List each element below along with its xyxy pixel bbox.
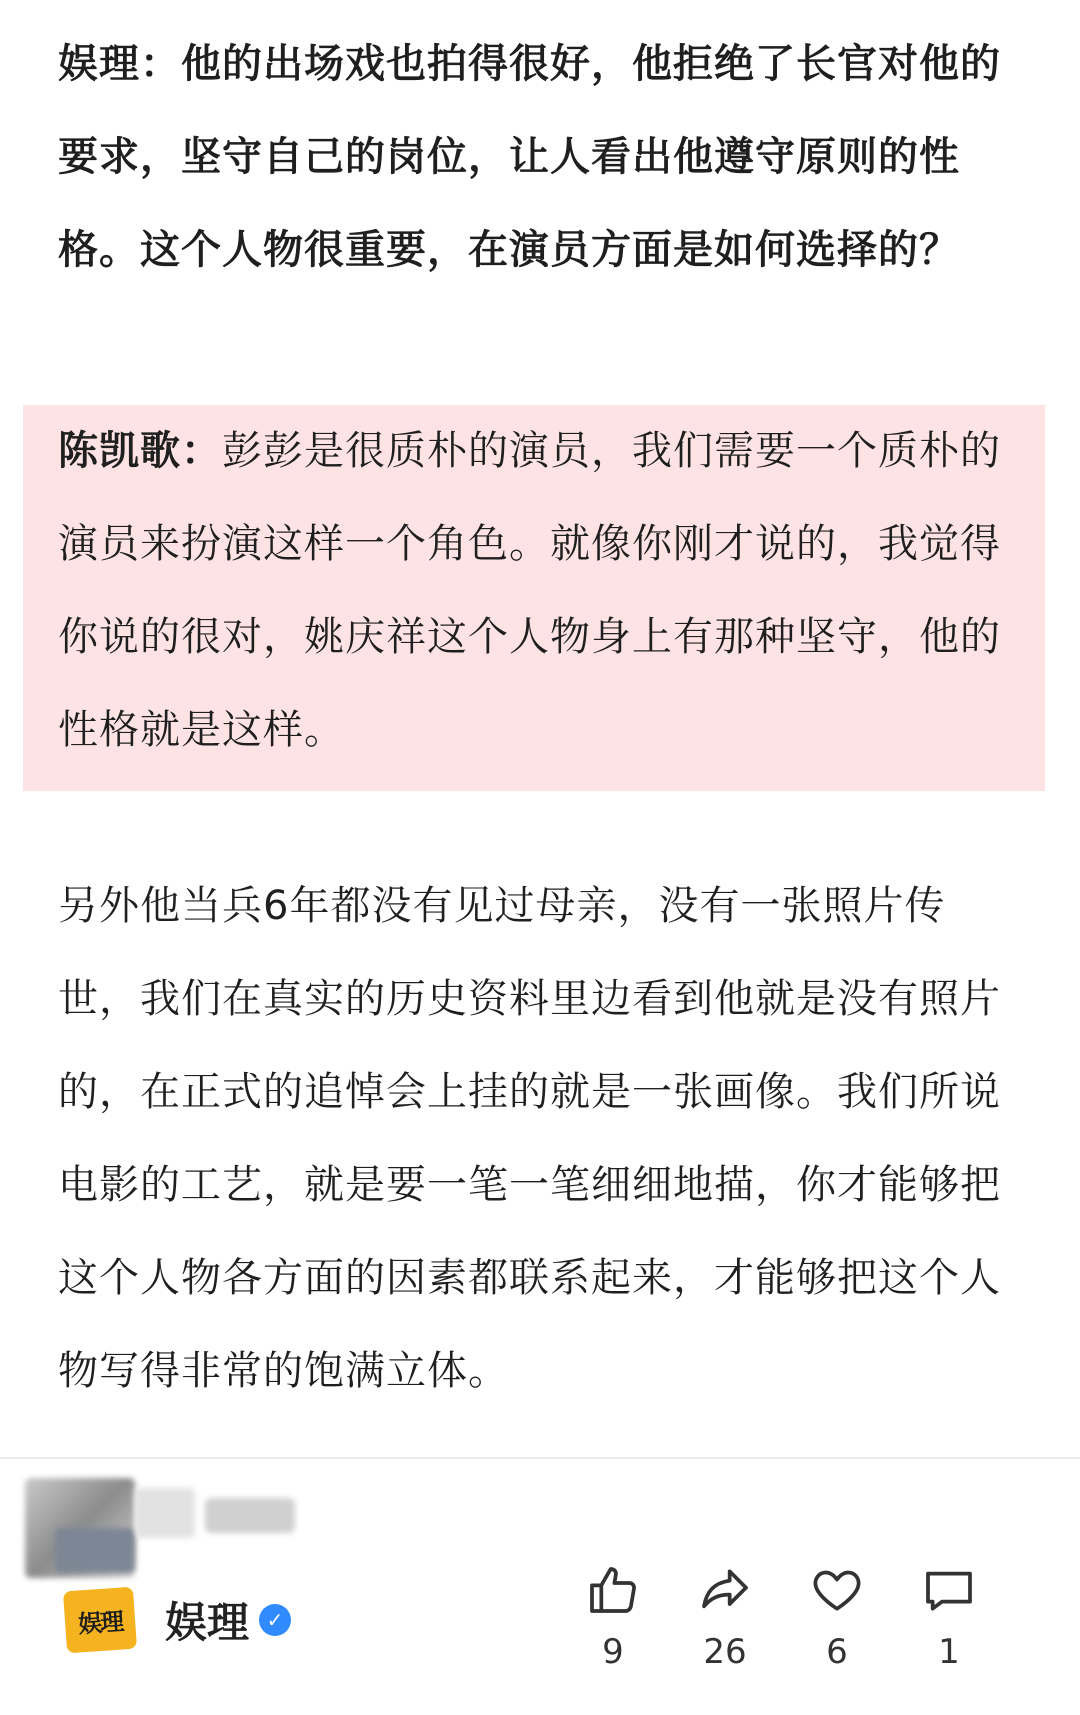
share-icon xyxy=(697,1562,753,1618)
answer-paragraph xyxy=(23,405,1045,777)
verified-badge-icon: ✓ xyxy=(259,1604,291,1636)
like-count: 9 xyxy=(602,1632,624,1672)
author-row[interactable] xyxy=(65,1585,291,1655)
blurred-image xyxy=(135,1488,195,1538)
share-button[interactable] xyxy=(680,1562,770,1672)
comment-button[interactable] xyxy=(904,1562,994,1672)
author-name[interactable]: 娱理 xyxy=(165,1598,250,1647)
comment-icon xyxy=(921,1562,977,1618)
highlighted-answer xyxy=(23,405,1045,791)
heart-icon xyxy=(809,1562,865,1618)
comment-count: 1 xyxy=(938,1632,960,1672)
blurred-image xyxy=(205,1498,295,1533)
answer-text: 彭彭是很质朴的演员，我们需要一个质朴的演员来扮演这样一个角色。就像你刚才说的，我觉得你说的很对，姚庆祥这个人物身上有那种坚守，他的性格就是这样。 xyxy=(58,428,1001,753)
blurred-image xyxy=(55,1528,135,1573)
answer-speaker: 陈凯歌： xyxy=(58,428,222,474)
interview-question: 娱理：他的出场戏也拍得很好，他拒绝了长官对他的要求，坚守自己的岗位，让人看出他遵守原则的性格。这个人物很重要，在演员方面是如何选择的？ xyxy=(58,41,1001,273)
author-avatar[interactable]: 娱理 xyxy=(63,1587,137,1654)
article-paragraph: 另外他当兵6年都没有见过母亲，没有一张照片传世，我们在真实的历史资料里边看到他就是没有照片的，在正式的追悼会上挂的就是一张画像。我们所说电影的工艺，就是要一笔一笔细细地描，你才能够把这个人物各方面的因素都联系起来，才能够把这个人物写得非常的饱满立体。 xyxy=(58,883,1001,1394)
divider xyxy=(0,1457,1080,1459)
like-button[interactable] xyxy=(568,1562,658,1672)
thumbs-up-icon xyxy=(585,1562,641,1618)
favorite-button[interactable] xyxy=(792,1562,882,1672)
favorite-count: 6 xyxy=(826,1632,848,1672)
share-count: 26 xyxy=(703,1632,747,1672)
blurred-content xyxy=(25,1468,365,1578)
